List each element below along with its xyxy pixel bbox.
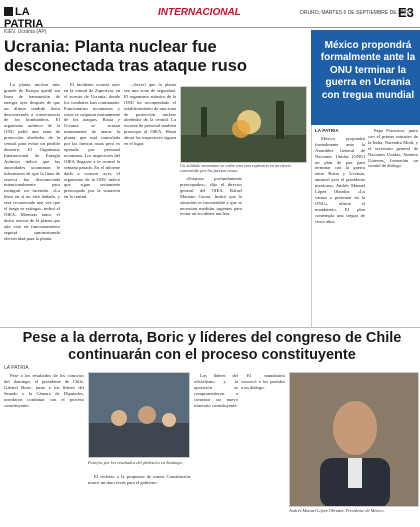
page-number: E3 [398, 5, 414, 20]
lead-photo [180, 86, 307, 163]
sidebar-headline: México propondrá formalmente ante la ONU terminar la guerra en Ucrania con tregua mundial [320, 40, 416, 101]
section-divider [0, 327, 420, 328]
lead-column-2-text: El incidente ocurrió ayer en la central de Zaporiyia, en el sureste de Ucrania, donde los combates han continuado. Funcionarios ucranianos y rusos se culparon mutuamente de los ataques. Rusia y Ucrania se acusan mutuamente de atacar la planta, que está controlada por las fuerzas rusas pero es operada por personal ucraniano. Los inspectores del OIEA llegaron a la central la semana pasada. En el informe dado a conocer ayer, el organismo de la ONU indicó que sigue seriamente preocupado por la situación en la central. [64, 82, 120, 200]
second-photo-caption: Festejos por los resultados del plebiscito en Santiago. [88, 460, 183, 465]
lead-column-4 [180, 176, 242, 322]
section-title: INTERNACIONAL [158, 7, 241, 18]
lead-column-1 [4, 82, 60, 322]
lead-column-3-text: ...(texto) que la planta sea una zona de seguridad. El organismo atómico de la ONU ha recomendado el establecimiento de una zona de protección nuclear alrededor de la central. La escasez de personal también preocupa al OIEA. Hasta ahora los inspectores siguen en el lugar. [124, 82, 176, 147]
lead-headline: Ucrania: Planta nuclear fue desconectada tras ataque ruso [4, 38, 248, 75]
portrait-photo [289, 372, 419, 507]
sidebar-column-2-text: Papa Francisco, junto con el primer ministro de la India, Narendra Modi, y el secretario general de Naciones Unidas, António Guterres, formarían un comité de diálogo. [368, 128, 418, 169]
masthead [0, 0, 420, 28]
newspaper-logo[interactable] [4, 6, 66, 30]
lead-column-1-text: La planta nuclear más grande de Europa quedó sin línea de transmisión de energía ayer después de que un último tendido fuera desconectado a consecuencia de los bombardeos. El organismo atómico de la ONU pidió una zona de protección alrededor de la central para evitar un posible desastre. El Organismo Internacional de Energía Atómica indicó que las autoridades ucranianas le informaron de que la línea de reserva fue desconectada intencionalmente para extinguir un incendio. «La línea en sí no está dañada, y será reconectada una vez que el fuego se extinga», indicó el OIEA. Mientras tanto, el único reactor de la planta que aún está en funcionamiento seguirá suministrando electricidad para la planta. [4, 82, 60, 241]
lead-column-2 [64, 82, 120, 322]
sidebar-column-2 [368, 128, 418, 324]
lead-column-4-text: «Estamos profundamente preocupados», dijo el director general del OIEA, Rafael Mariano Grossi. Indicó que la situación es insostenible y que se necesitan medidas urgentes para evitar un accidente nuclear. [180, 176, 242, 217]
second-column-3-text: Los líderes del oficialismo y la oposición se comprometieron a construir un nuevo itinerario constituyente. [194, 373, 238, 408]
sidebar-kicker: LA PATRIA [315, 128, 339, 133]
logo-text: LA PATRIA [4, 6, 44, 30]
lead-dateline: KIEV, Ucrania (AP) [4, 29, 47, 35]
second-column-3 [194, 373, 238, 523]
second-headline: Pese a la derrota, Boric y líderes del congreso de Chile continuarán con el proceso constituyente [22, 330, 402, 363]
second-column-4 [241, 373, 285, 523]
second-column-1 [4, 373, 84, 523]
second-column-1-text: Pese a los resultados de los comicios del domingo, el presidente de Chile, Gabriel Boric, junto a los líderes del Senado y la Cámara de Diputados, acordaron continuar con el proceso constituyente. [4, 373, 84, 408]
second-column-2-text: El rechazo a la propuesta de nueva Constitución marcó un duro revés para el gobierno. [88, 474, 190, 485]
second-column-4-text: El mandatario convocó a los partidos a un diálogo. [241, 373, 285, 390]
sidebar-column-1-text: México propondrá formalmente ante la Asamblea General de Naciones Unidas (ONU) un plan de paz para terminar con la guerra entre Rusia y Ucrania, anunció ayer el presidente mexicano, Andrés Manuel López Obrador. «Lo vamos a presentar en la ONU», afirmó el mandatario. El plan contempla una tregua de cinco años. [315, 135, 365, 224]
issue-date: ORURO, MARTES 6 DE SEPTIEMBRE DE 2022 [300, 10, 410, 16]
second-column-2 [88, 474, 190, 524]
sidebar-column-1 [315, 128, 365, 324]
second-kicker: LA PATRIA [4, 365, 29, 371]
second-photo [88, 372, 190, 458]
lead-column-3 [124, 82, 176, 322]
portrait-caption: Andrés Manuel López Obrador, Presidente de México. [289, 508, 385, 513]
logo-mark-icon [4, 7, 13, 16]
lead-photo-caption: Un soldado ucraniano se cubre tras una explosión en territorio controlado por las fuerzas rusas. [180, 163, 292, 174]
